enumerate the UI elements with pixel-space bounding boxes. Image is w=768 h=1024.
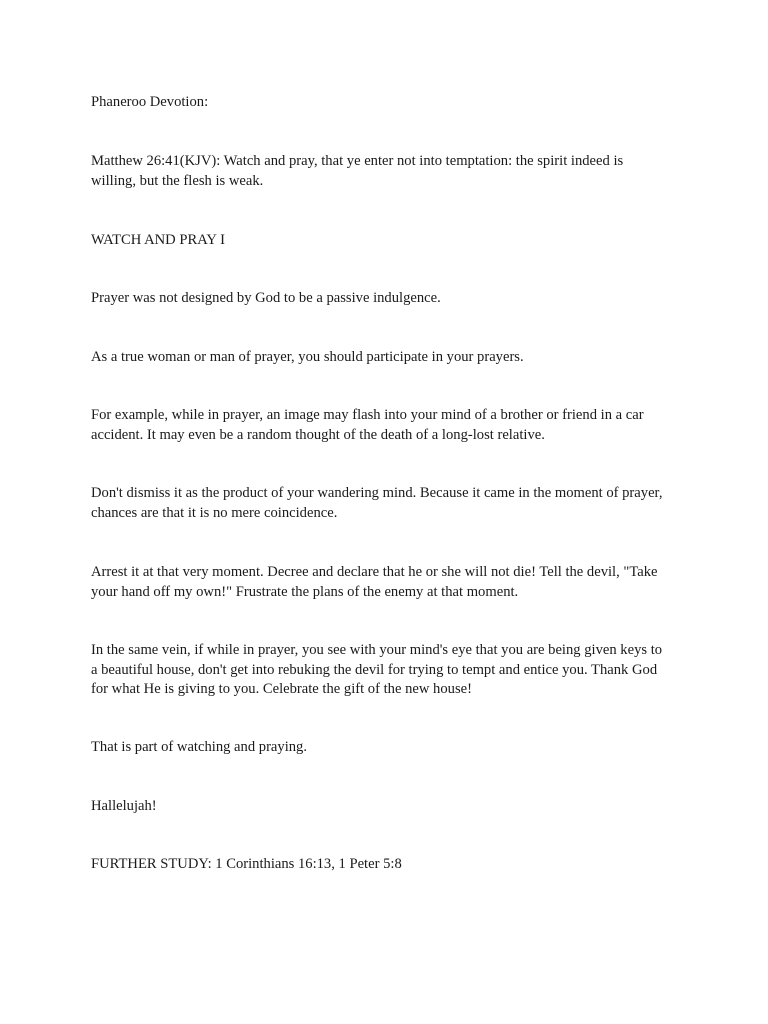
paragraph-7: That is part of watching and praying. bbox=[91, 739, 308, 755]
further-study: FURTHER STUDY: 1 Corinthians 16:13, 1 Peter 5:8 bbox=[91, 856, 402, 872]
paragraph-3: For example, while in prayer, an image may flash into your mind of a brother or friend in a car accident. It may even be a random thought of the death of a long-lost relative. bbox=[91, 407, 644, 443]
paragraph-6: In the same vein, if while in prayer, you see with your mind's eye that you are being given keys to a beautiful house, don't get into rebuking the devil for trying to tempt and entice you. Thank God for what He is giving to you. Celebrate the gift of the new house! bbox=[91, 642, 663, 697]
devotion-title: WATCH AND PRAY I bbox=[91, 232, 225, 248]
paragraph-1: Prayer was not designed by God to be a passive indulgence. bbox=[91, 290, 441, 306]
document-heading: Phaneroo Devotion: bbox=[91, 94, 209, 110]
scripture-verse: Matthew 26:41(KJV): Watch and pray, that ye enter not into temptation: the spirit indeed is willing, but the flesh is weak. bbox=[91, 153, 624, 189]
paragraph-5: Arrest it at that very moment. Decree and declare that he or she will not die! Tell the devil, "Take your hand off my own!" Frustrate the plans of the enemy at that moment. bbox=[91, 564, 658, 600]
paragraph-2: As a true woman or man of prayer, you should participate in your prayers. bbox=[91, 349, 524, 365]
paragraph-4: Don't dismiss it as the product of your wandering mind. Because it came in the moment of prayer, chances are that it is no mere coincidence. bbox=[91, 485, 663, 521]
exclamation: Hallelujah! bbox=[91, 798, 157, 814]
